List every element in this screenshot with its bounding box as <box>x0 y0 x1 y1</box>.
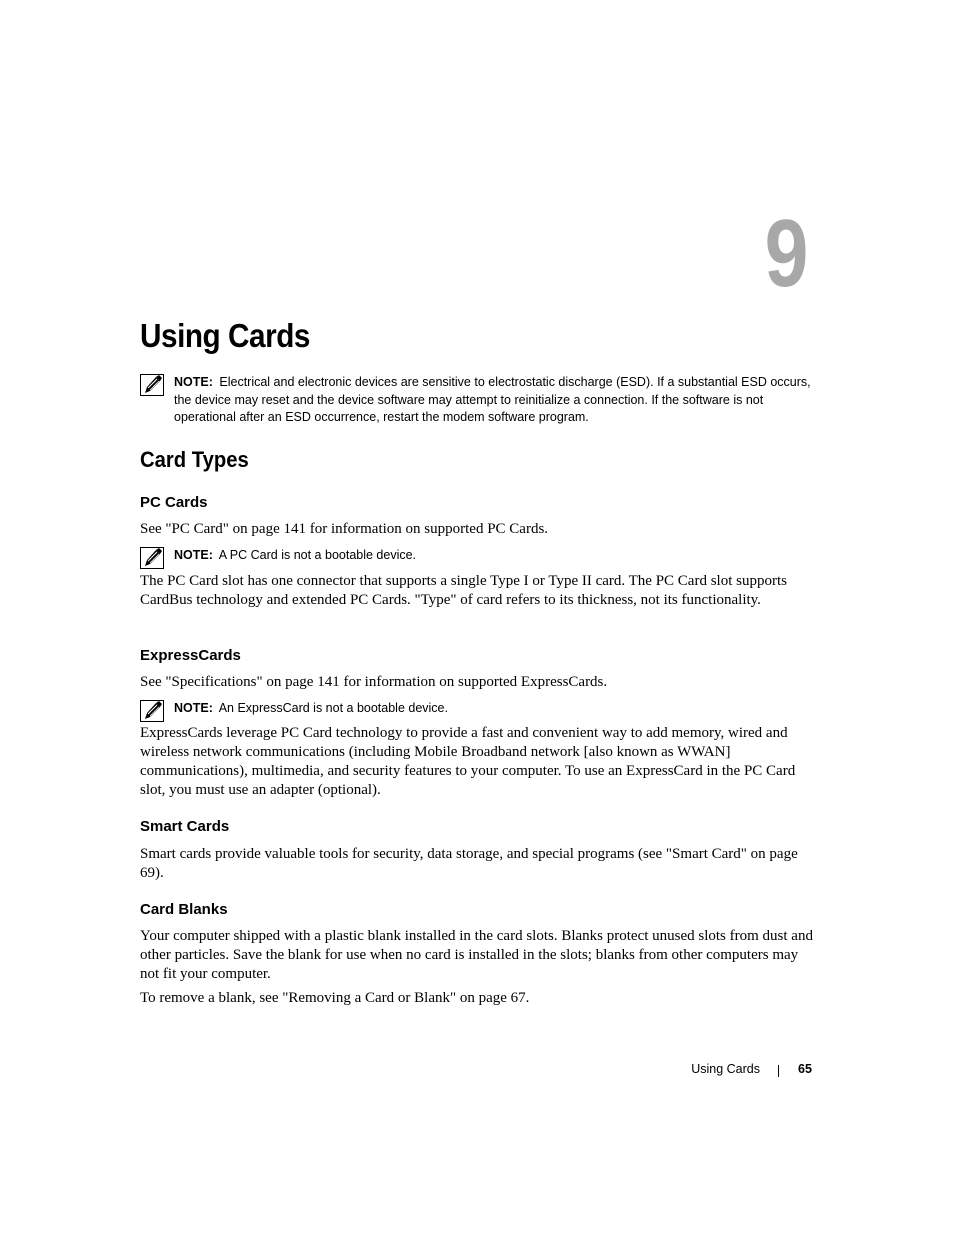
footer-title: Using Cards <box>691 1062 760 1076</box>
card-blanks-body: Your computer shipped with a plastic blank installed in the card slots. Blanks protect unused slots from dust and other particles. Save the blank for use when no card is installed in the slots; blanks from other computers may not fit your computer. <box>140 928 813 982</box>
heading-smart-cards: Smart Cards <box>140 818 230 835</box>
note-expresscard <box>140 700 820 718</box>
note-label: NOTE: <box>174 701 213 715</box>
note-text: A PC Card is not a bootable device. <box>218 548 417 562</box>
pc-cards-intro: See "PC Card" on page 141 for information on supported PC Cards. <box>140 521 549 537</box>
note-pc-card <box>140 547 820 565</box>
expresscards-body: ExpressCards leverage PC Card technology to provide a fast and convenient way to add memory, wired and wireless network communications (including Mobile Broadband network [also known as WWAN] communications), multimedia, and security features to your computer. To use an ExpressCard in the PC Card slot, you must use an adapter (optional). <box>140 725 796 798</box>
chapter-number: 9 <box>764 200 808 307</box>
note-label: NOTE: <box>174 375 213 389</box>
page-number: 65 <box>798 1062 812 1076</box>
note-text: An ExpressCard is not a bootable device. <box>218 701 448 715</box>
heading-card-blanks: Card Blanks <box>140 901 228 918</box>
heading-expresscards: ExpressCards <box>140 647 241 664</box>
note-pencil-icon <box>140 547 164 569</box>
card-blanks-remove: To remove a blank, see "Removing a Card or Blank" on page 67. <box>140 990 530 1006</box>
note-esd <box>140 374 820 427</box>
smart-cards-body: Smart cards provide valuable tools for security, data storage, and special programs (see "Smart Card" on page 69). <box>140 846 798 881</box>
note-text: Electrical and electronic devices are sensitive to electrostatic discharge (ESD). If a substantial ESD occurs, the device may reset and the device software may attempt to reinitialize a connection. If the software is not operational after an ESD occurrence, restart the modem software program. <box>174 375 811 424</box>
section-heading-card-types: Card Types <box>140 447 249 472</box>
heading-pc-cards: PC Cards <box>140 494 208 511</box>
expresscards-intro: See "Specifications" on page 141 for information on supported ExpressCards. <box>140 674 608 690</box>
footer-divider <box>778 1065 779 1077</box>
note-pencil-icon <box>140 700 164 722</box>
page-title: Using Cards <box>140 317 310 354</box>
note-pencil-icon <box>140 374 164 396</box>
note-label: NOTE: <box>174 548 213 562</box>
pc-cards-body: The PC Card slot has one connector that supports a single Type I or Type II card. The PC Card slot supports CardBus technology and extended PC Cards. "Type" of card refers to its thickness, not its functionality. <box>140 573 787 608</box>
